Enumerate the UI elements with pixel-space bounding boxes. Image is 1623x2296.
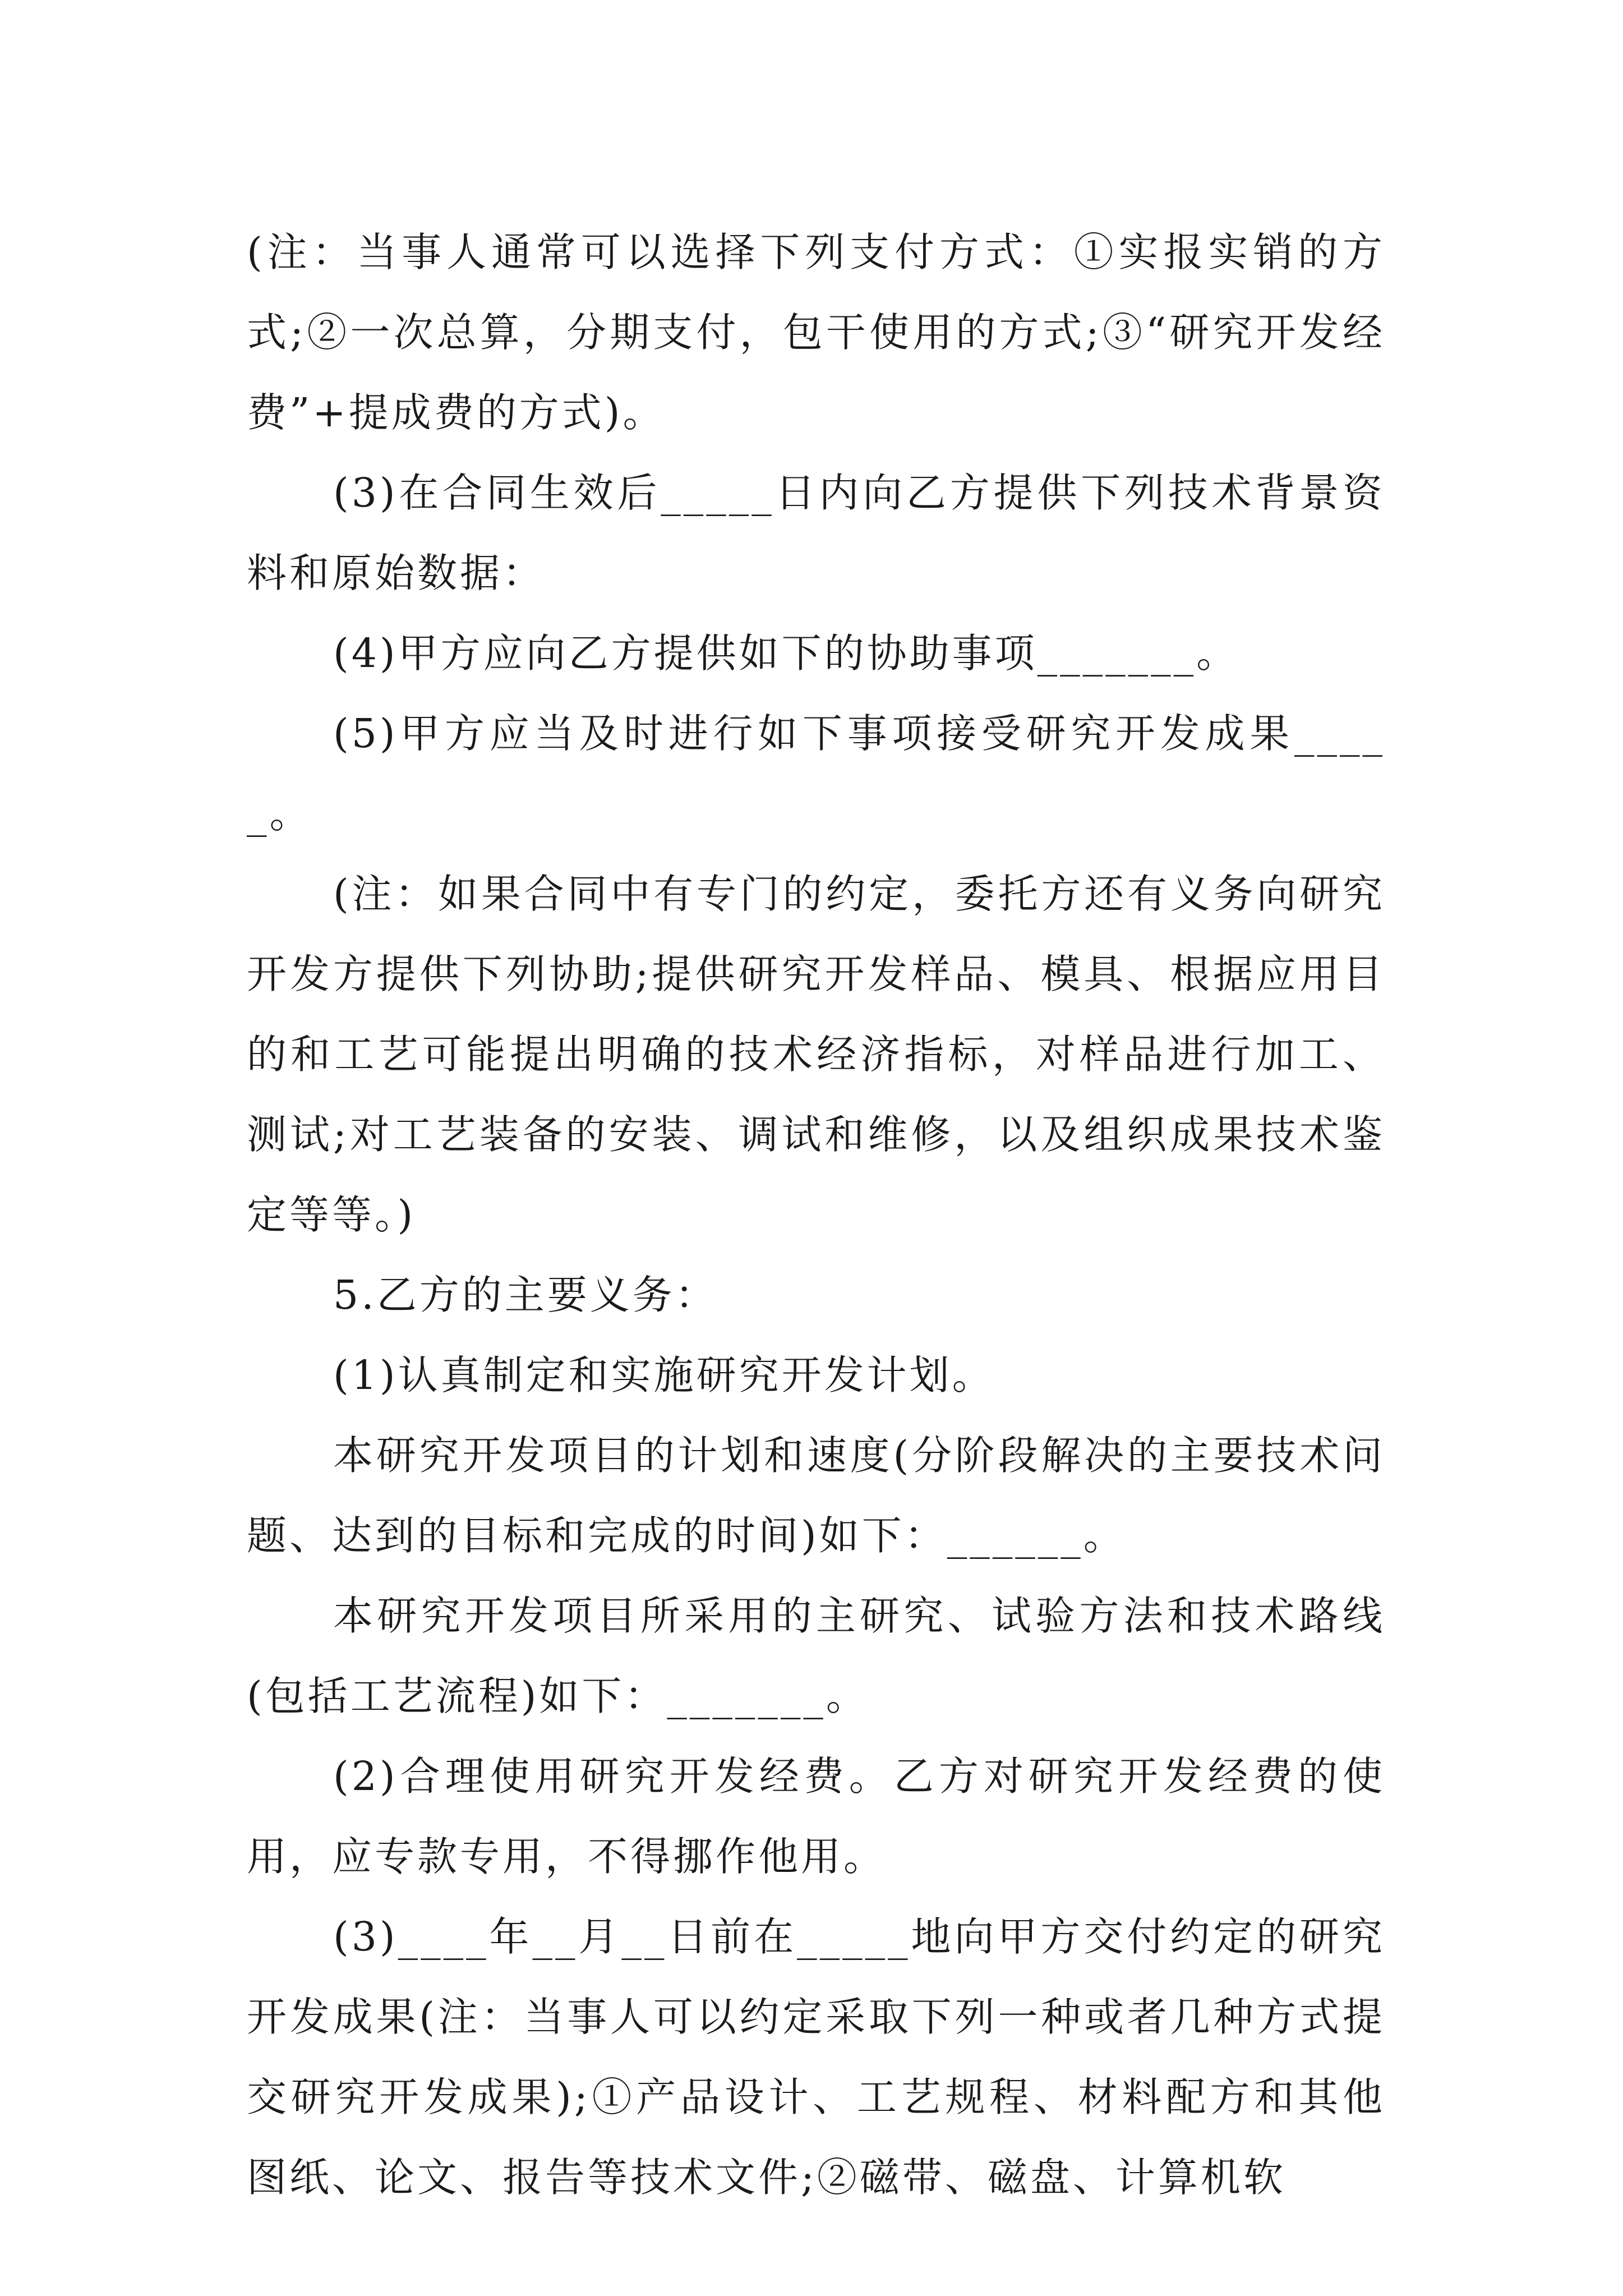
paragraph-item-5-acceptance: (5)甲方应当及时进行如下事项接受研究开发成果_____。 <box>247 710 1385 837</box>
paragraph-plan-schedule: 本研究开发项目的计划和速度(分阶段解决的主要技术问题、达到的目标和完成的时间)如下：______。 <box>247 1432 1385 1559</box>
paragraph-b-item-3-delivery: (3)____年__月__日前在_____地向甲方交付约定的研究开发成果(注：当事人可以约定采取下列一种或者几种方式提交研究开发成果);①产品设计、工艺规程、材料配方和其他图纸、论文、报告等技术文件;②磁带、磁盘、计算机软 <box>247 1913 1385 2201</box>
paragraph-research-methods: 本研究开发项目所采用的主研究、试验方法和技术路线(包括工艺流程)如下：_______。 <box>247 1593 1385 1719</box>
paragraph-item-3-background-data: (3)在合同生效后_____日内向乙方提供下列技术背景资料和原始数据： <box>247 470 1385 596</box>
paragraph-b-item-2-funds: (2)合理使用研究开发经费。乙方对研究开发经费的使用，应专款专用，不得挪作他用。 <box>247 1753 1385 1880</box>
heading-party-b-obligations: 5.乙方的主要义务： <box>333 1272 718 1318</box>
document-body <box>247 212 1385 2217</box>
paragraph-b-item-1-plan: (1)认真制定和实施研究开发计划。 <box>333 1352 995 1398</box>
paragraph-item-4-assistance: (4)甲方应向乙方提供如下的协助事项_______。 <box>333 630 1239 677</box>
paragraph-payment-note: (注：当事人通常可以选择下列支付方式：①实报实销的方式;②一次总算，分期支付，包干使用的方式;③“研究开发经费”+提成费的方式)。 <box>247 229 1385 436</box>
paragraph-assistance-note: (注：如果合同中有专门的约定，委托方还有义务向研究开发方提供下列协助;提供研究开发样品、模具、根据应用目的和工艺可能提出明确的技术经济指标，对样品进行加工、测试;对工艺装备的安装、调试和维修，以及组织成果技术鉴定等等。) <box>247 871 1385 1238</box>
